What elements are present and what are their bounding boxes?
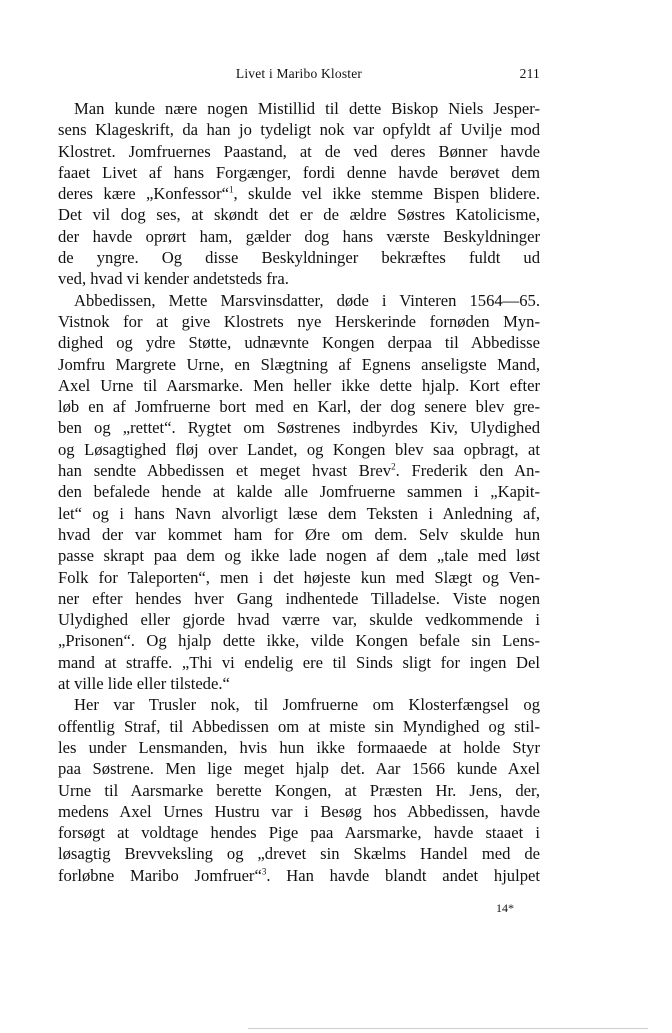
text-line: [58, 396, 540, 417]
text-line-content: ner efter hendes hver Gang indhentede Tilladelse. Viste nogen: [58, 588, 540, 608]
text-line: [58, 780, 540, 801]
text-line-content: medens Axel Urnes Hustru var i Besøg hos Abbedissen, havde: [58, 801, 540, 821]
text-line: [58, 865, 540, 886]
body-text: [58, 98, 540, 886]
text-line-content: offentlig Straf, til Abbedissen om at miste sin Myndighed og stil-: [58, 716, 540, 736]
text-line-content: ved, hvad vi kender andetsteds fra.: [58, 269, 289, 289]
text-line: [58, 162, 540, 183]
text-line-content: mand at straffe. „Thi vi endelig ere til Sinds sligt for ingen Del: [58, 652, 540, 672]
text-line: [58, 332, 540, 353]
text-line: [58, 119, 540, 140]
text-line: [58, 247, 540, 268]
text-line-content: løb en af Jomfruerne bort med en Karl, der dog senere blev gre-: [58, 397, 540, 417]
running-header: [58, 66, 540, 84]
text-line-content: der havde oprørt ham, gælder dog hans værste Beskyldninger: [58, 226, 540, 246]
text-line: [58, 460, 540, 481]
signature-mark: 14*: [496, 901, 514, 915]
text-line-content: Urne til Aarsmarke berette Kongen, at Præsten Hr. Jens, der,: [58, 780, 540, 800]
text-line-content: „Prisonen“. Og hjalp dette ikke, vilde Kongen befale sin Lens-: [58, 631, 540, 651]
text-line: [58, 716, 540, 737]
page-edge-line: [248, 1028, 648, 1029]
text-line-content: de yngre. Og disse Beskyldninger bekræftes fuldt ud: [58, 248, 540, 268]
text-line: [58, 801, 540, 822]
text-line-content: faaet Livet af hans Forgænger, fordi denne havde berøvet dem: [58, 162, 540, 182]
text-line-content: Vistnok for at give Klostrets nye Herskerinde fornøden Myn-: [58, 311, 540, 331]
page-number: 211: [519, 66, 540, 81]
text-line: [58, 588, 540, 609]
text-line-content: og Løsagtighed fløj over Landet, og Kongen blev saa opbragt, at: [58, 439, 540, 459]
text-line-content: deres kære „Konfessor“: [58, 184, 229, 204]
text-line: [58, 630, 540, 651]
text-line: [58, 503, 540, 524]
text-line: [58, 652, 540, 673]
text-line-content: let“ og i hans Navn alvorligt læse dem Teksten i Anledning af,: [58, 503, 540, 523]
text-line: [58, 311, 540, 332]
text-line: [58, 822, 540, 843]
text-line-content: les under Lensmanden, hvis hun ikke formaaede at holde Styr: [58, 737, 540, 757]
text-line-content: den befalede hende at kalde alle Jomfruerne sammen i „Kapit-: [58, 482, 540, 502]
text-line: [58, 226, 540, 247]
text-line-content: passe skrapt paa dem og ikke lade nogen af dem „tale med løst: [58, 546, 540, 566]
text-line-content: løsagtig Brevveksling og „drevet sin Skælms Handel med de: [58, 844, 540, 864]
text-line-content: Abbedissen, Mette Marsvinsdatter, døde i Vinteren 1564—65.: [74, 290, 540, 310]
text-line-continuation: . Han havde blandt andet hjulpet: [266, 865, 540, 885]
footnote-ref: 3: [261, 866, 267, 877]
text-line-content: Man kunde nære nogen Mistillid til dette Biskop Niels Jesper-: [74, 99, 540, 118]
text-line: [58, 268, 540, 289]
text-line-continuation: . Frederik den An-: [395, 461, 540, 481]
text-line-content: Jomfru Margrete Urne, en Slægtning af Egnens anseligste Mand,: [58, 354, 540, 374]
text-line-content: sens Klageskrift, da han jo tydeligt nok var opfyldt af Uvilje mod: [58, 120, 540, 140]
text-line: [58, 98, 540, 119]
text-line-content: forløbne Maribo Jomfruer“: [58, 865, 262, 885]
text-line: [58, 737, 540, 758]
text-line: [58, 354, 540, 375]
text-line-content: ben og „rettet“. Rygtet om Søstrenes indbyrdes Kiv, Ulydighed: [58, 418, 540, 438]
text-line: [58, 694, 540, 715]
text-line: [58, 758, 540, 779]
text-line: [58, 439, 540, 460]
text-line: [58, 481, 540, 502]
text-line: [58, 417, 540, 438]
text-line-content: dighed og ydre Støtte, udnævnte Kongen derpaa til Abbedisse: [58, 333, 540, 353]
text-line: [58, 290, 540, 311]
text-line-content: Axel Urne til Aarsmarke. Men heller ikke dette hjalp. Kort efter: [58, 375, 540, 395]
text-line-content: Ulydighed eller gjorde hvad værre var, skulde vedkommende i: [58, 610, 540, 630]
text-line: [58, 524, 540, 545]
text-line: [58, 609, 540, 630]
text-line: [58, 183, 540, 204]
text-line-content: han sendte Abbedissen et meget hvast Brev: [58, 461, 392, 481]
text-line-content: Her var Trusler nok, til Jomfruerne om Klosterfængsel og: [74, 695, 540, 715]
text-line: [58, 673, 540, 694]
text-line-content: Klostret. Jomfruernes Paastand, at de ved deres Bønner havde: [58, 141, 540, 161]
text-line: [58, 545, 540, 566]
footnote-ref: 1: [228, 184, 234, 195]
text-line-continuation: , skulde vel ikke stemme Bispen blidere.: [233, 184, 540, 204]
running-title: Livet i Maribo Kloster: [235, 66, 363, 81]
text-line: [58, 204, 540, 225]
text-line-content: forsøgt at voldtage hendes Pige paa Aarsmarke, havde staaet i: [58, 823, 540, 843]
text-line: [58, 375, 540, 396]
text-line: [58, 141, 540, 162]
text-line-content: hvad der var kommet ham for Øre om dem. Selv skulde hun: [58, 524, 540, 544]
text-line-content: Det vil dog ses, at skøndt det er de ældre Søstres Katolicisme,: [58, 205, 540, 225]
footnote-ref: 2: [391, 461, 396, 472]
text-line: [58, 843, 540, 864]
text-line-content: paa Søstrene. Men lige meget hjalp det. Aar 1566 kunde Axel: [58, 759, 540, 779]
text-line-content: Folk for Taleporten“, men i det højeste kun med Slægt og Ven-: [58, 567, 540, 587]
text-line-content: at ville lide eller tilstede.“: [58, 674, 230, 694]
text-line: [58, 567, 540, 588]
